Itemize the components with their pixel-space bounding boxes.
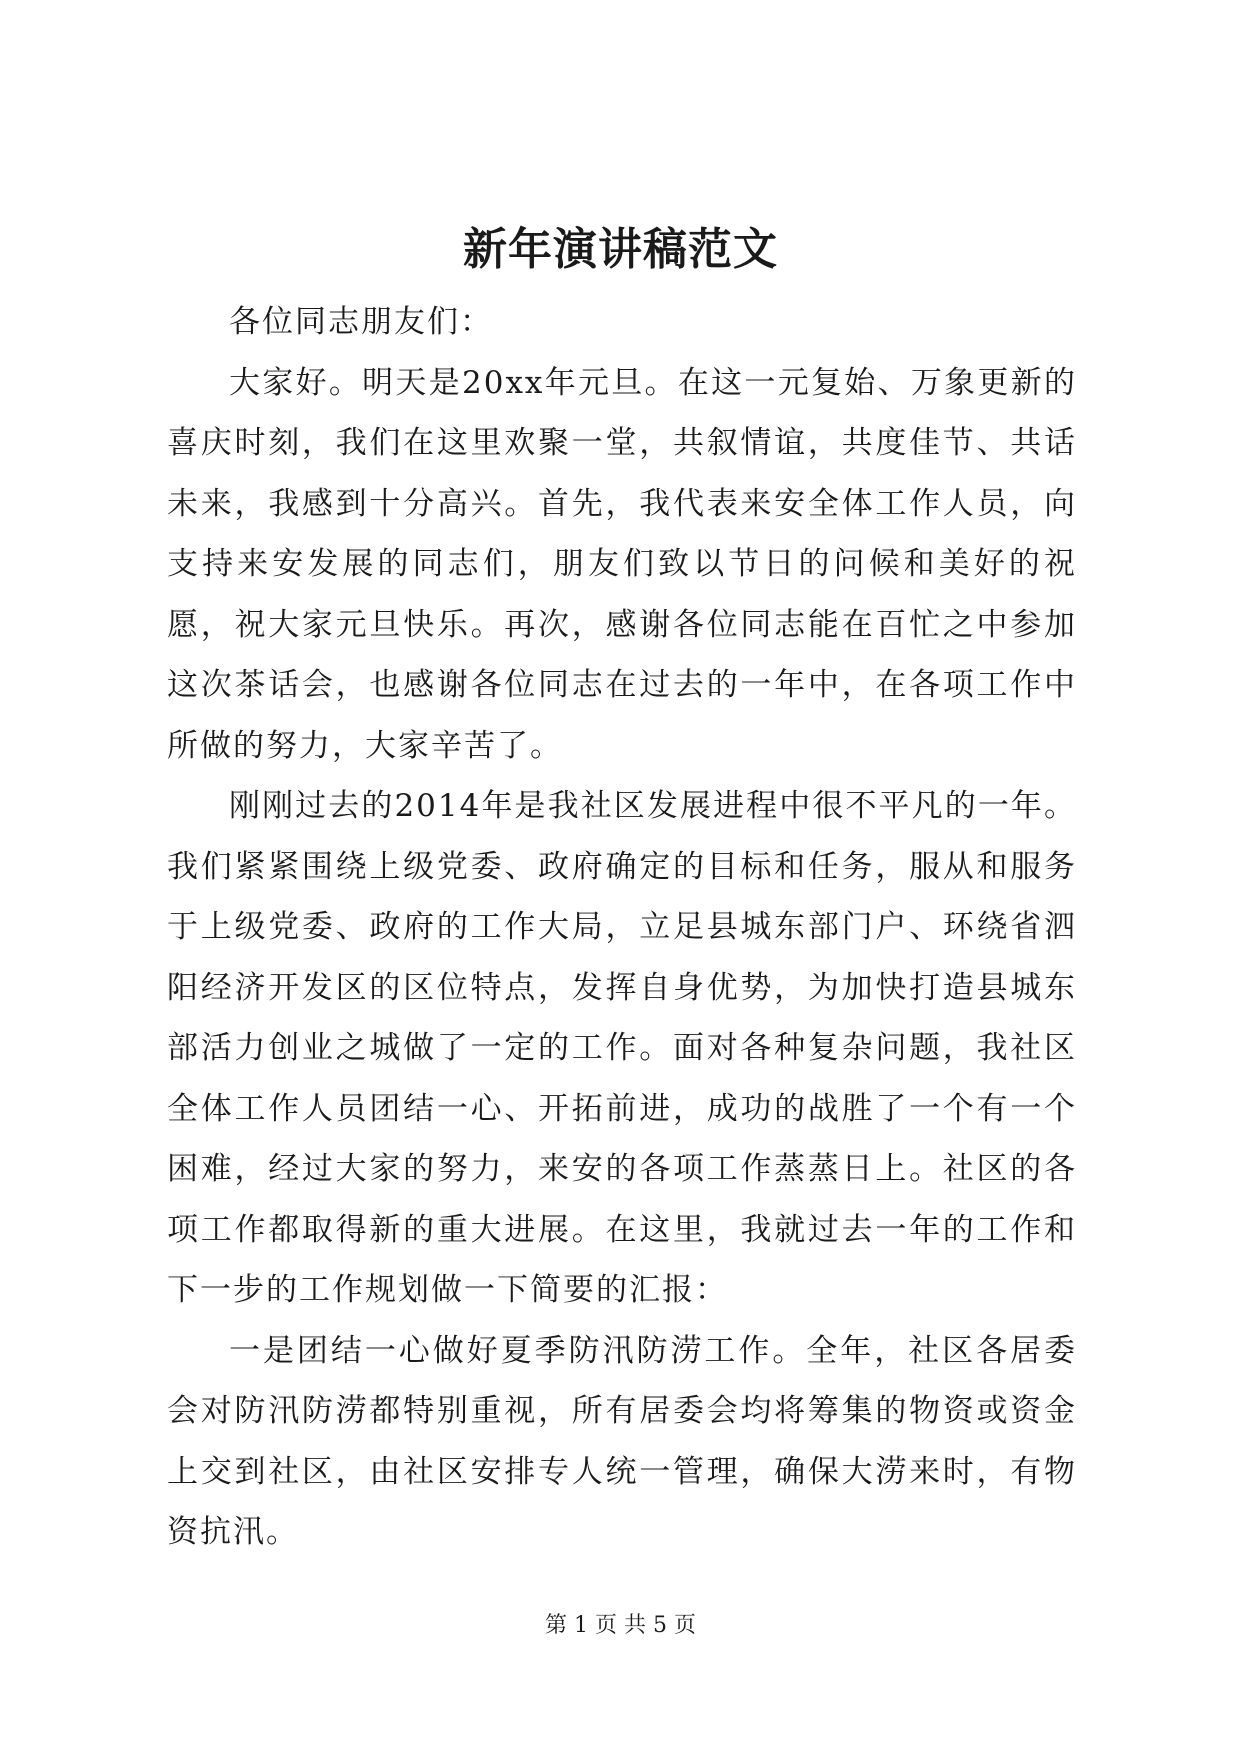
page-footer: 第 1 页 共 5 页	[545, 1613, 696, 1638]
document-title: 新年演讲稿范文	[463, 224, 778, 275]
paragraph-review: 刚刚过去的2014年是我社区发展进程中很不平凡的一年。我们紧紧围绕上级党委、政府确定的目标和任务，服从和服务于上级党委、政府的工作大局，立足县城东部门户、环绕省泗阳经济开发区的区位特点，发挥自身优势，为加快打造县城东部活力创业之城做了一定的工作。面对各种复杂问题，我社区全体工作人员团结一心、开拓前进，成功的战胜了一个有一个困难，经过大家的努力，来安的各项工作蒸蒸日上。社区的各项工作都取得新的重大进展。在这里，我就过去一年的工作和下一步的工作规划做一下简要的汇报：	[167, 788, 1077, 1308]
document-body	[167, 292, 1077, 1563]
paragraph-greeting: 各位同志朋友们：	[229, 304, 493, 340]
paragraph-flood-work: 一是团结一心做好夏季防汛防涝工作。全年，社区各居委会对防汛防涝都特别重视，所有居委会均将筹集的物资或资金上交到社区，由社区安排专人统一管理，确保大涝来时，有物资抗汛。	[167, 1332, 1077, 1550]
paragraph-opening: 大家好。明天是20xx年元旦。在这一元复始、万象更新的喜庆时刻，我们在这里欢聚一堂，共叙情谊，共度佳节、共话未来，我感到十分高兴。首先，我代表来安全体工作人员，向支持来安发展的同志们，朋友们致以节日的问候和美好的祝愿，祝大家元旦快乐。再次，感谢各位同志能在百忙之中参加这次茶话会，也感谢各位同志在过去的一年中，在各项工作中所做的努力，大家辛苦了。	[167, 364, 1077, 764]
